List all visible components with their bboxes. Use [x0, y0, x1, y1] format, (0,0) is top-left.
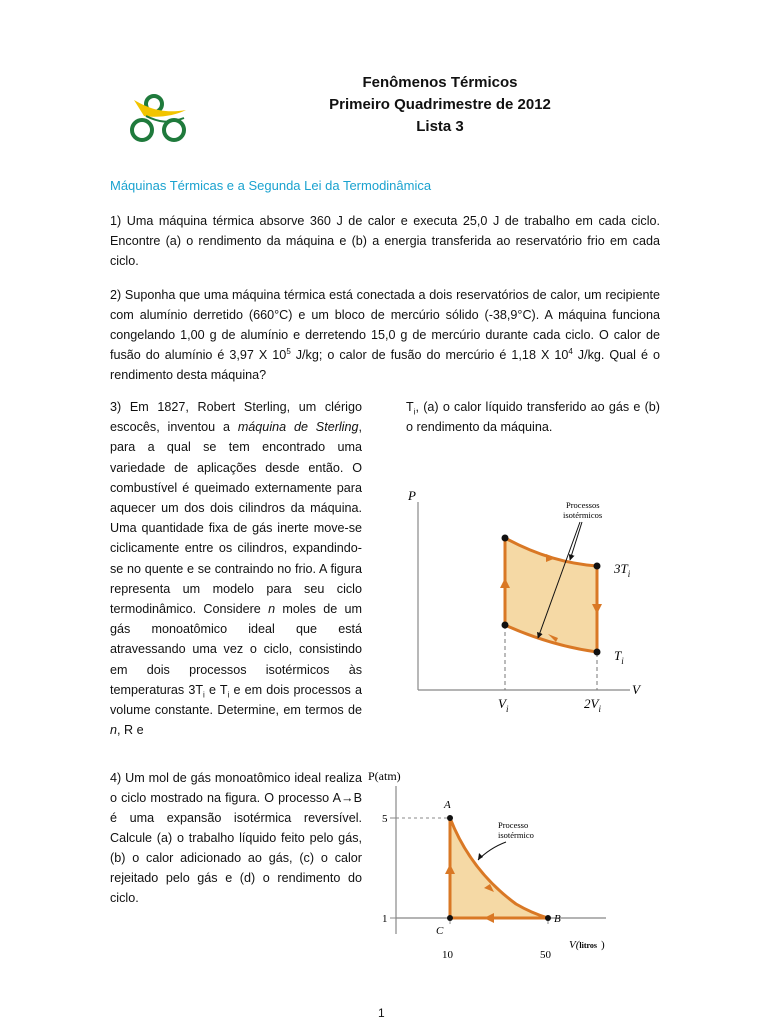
point-c: C — [436, 925, 444, 937]
document-header — [250, 72, 630, 138]
tick-p5: 5 — [382, 813, 388, 825]
label-hot-isotherm: $3T_i$ — [614, 561, 631, 579]
section-title: Máquinas Térmicas e a Segunda Lei da Termodinâmica — [110, 178, 432, 193]
annotation-label-2: Processo — [498, 820, 529, 830]
label-cold-isotherm: $T_i$ — [614, 648, 624, 666]
tick-v50: 50 — [540, 949, 551, 961]
p-axis-label: P — [408, 488, 416, 503]
stirling-cycle-figure — [398, 480, 660, 720]
v-litros-axis-label: V(litros ) — [569, 939, 605, 951]
tick-vi: $V_i$ — [498, 696, 509, 714]
question-4: 4) Um mol de gás monoatômico ideal realiza o ciclo mostrado na figura. O processo A→B é uma expansão isotérmica reversível. Calcule (a) o trabalho líquido feito pelo gás, (b) o calor adicionado ao gás, (c) o calor rejeitado pelo gás e (d) o rendimento do ciclo. — [110, 771, 362, 905]
isothermal-cycle-figure — [366, 766, 640, 966]
v-axis-label: V — [632, 682, 640, 697]
page-number: 1 — [378, 1006, 385, 1020]
list-title: Lista 3 — [416, 118, 464, 135]
question-3: 3) Em 1827, Robert Sterling, um clérigo escocês, inventou a máquina de Sterling, para a qual se tem encontrado uma variedade de aplicações desde então. O combustível é queimado externamente para aquecer um dos dois cilindros da máquina. Uma quantidade fixa de gás inerte move-se ciclicamente entre os cilindros, expandindo-se no quente e se contraindo no frio. A figura representa um modelo para seu ciclo termodinâmico. Considere n moles de um gás monoatômico ideal que está atravessando uma vez o ciclo, consistindo em dois processos isotérmicos às temperaturas $3T_i$ e $T_i$ e em dois processos a volume constante. Determine, em termos de n, R e — [110, 400, 363, 738]
question-3-continuation: $T_i$, (a) o calor líquido transferido ao gás e (b) o rendimento da máquina. — [406, 400, 660, 434]
university-logo — [128, 92, 194, 148]
tick-p1: 1 — [382, 913, 388, 925]
question-1: 1) Uma máquina térmica absorve 360 J de calor e executa 25,0 J de trabalho em cada ciclo. Encontre (a) o rendimento da máquina e (b) a energia transferida ao reservatório frio em cada ciclo. — [110, 214, 660, 268]
question-2: 2) Suponha que uma máquina térmica está conectada a dois reservatórios de calor, um recipiente com alumínio derretido (660°C) e um bloco de mercúrio sólido (-38,9°C). A máquina funciona congelando 1,00 g de alumínio e derretendo 15,0 g de mercúrio durante cada ciclo. O calor de fusão do alumínio é 3,97 X $10^5$ J/kg; o calor de fusão do mercúrio é 1,18 X $10^4$ J/kg. Qual é o rendimento desta máquina? — [110, 288, 660, 382]
tick-2vi: $2V_i$ — [584, 696, 601, 714]
annotation-label: Processos — [566, 500, 600, 510]
svg-text:isotérmicos: isotérmicos — [563, 510, 603, 520]
point-a: A — [444, 799, 451, 811]
svg-text:isotérmico: isotérmico — [498, 830, 534, 840]
p-atm-axis-label: P(atm) — [368, 769, 401, 783]
term-title: Primeiro Quadrimestre de 2012 — [329, 96, 551, 113]
tick-v10: 10 — [442, 949, 453, 961]
course-title: Fenômenos Térmicos — [362, 74, 518, 91]
cycle-region — [505, 538, 597, 652]
point-b: B — [554, 913, 561, 925]
arrow-glyph: → — [341, 791, 354, 805]
